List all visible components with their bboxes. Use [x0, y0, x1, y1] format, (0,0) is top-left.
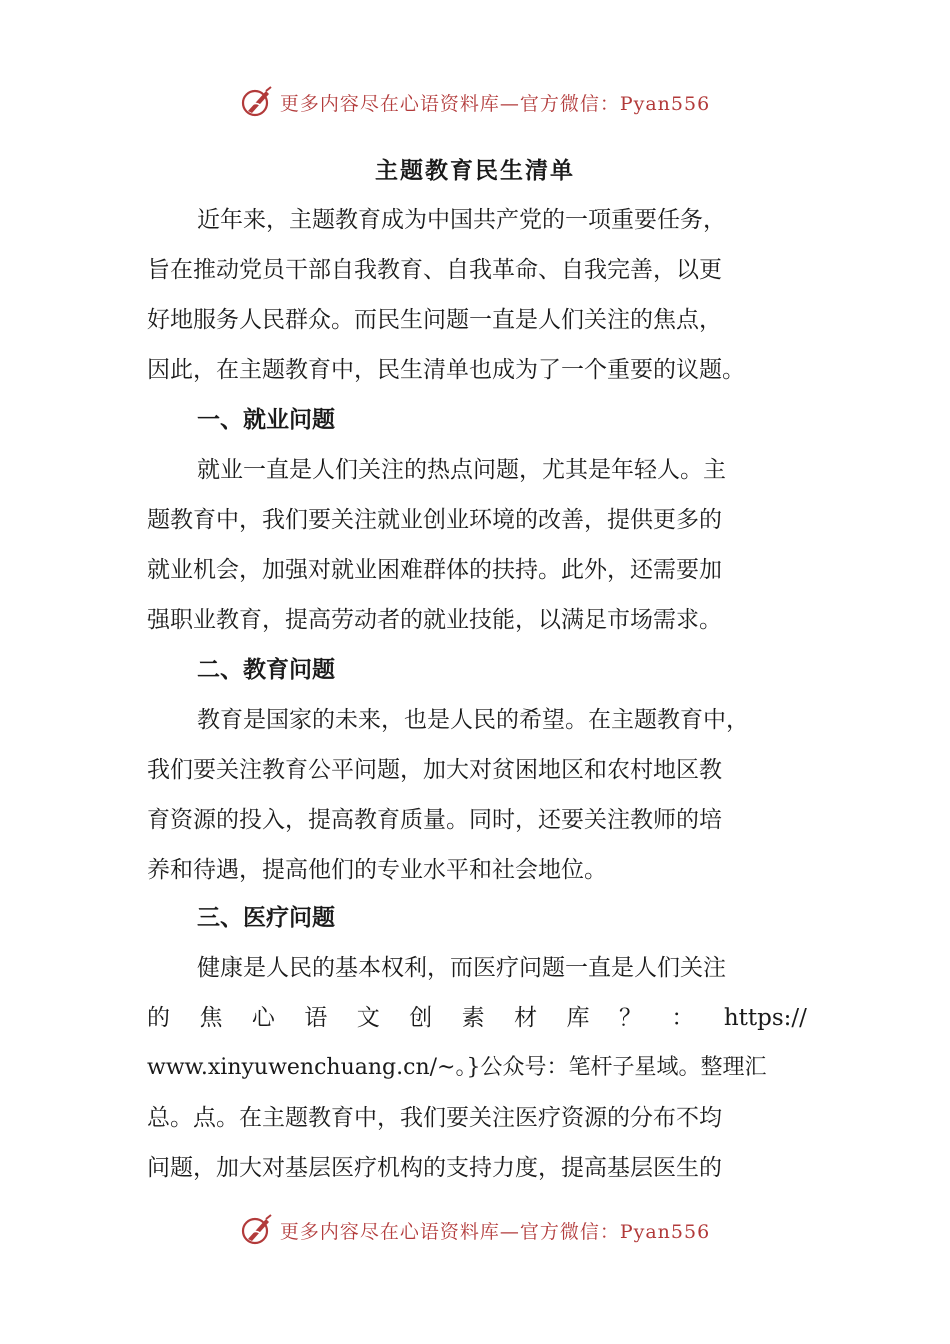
section-heading: 三、医疗问题: [197, 904, 335, 931]
paragraph-line-spread: [147, 1003, 807, 1033]
paragraph-line: 旨在推动党员干部自我教育、自我革命、自我完善，以更: [147, 257, 722, 283]
spread-token: ：: [671, 1005, 695, 1031]
banner-text: 更多内容尽在心语资料库—官方微信：Pyan556: [279, 92, 711, 115]
spread-token: 创: [409, 1005, 433, 1031]
paragraph-line: 强职业教育，提高劳动者的就业技能，以满足市场需求。: [147, 607, 722, 633]
paragraph-line: 好地服务人民群众。而民生问题一直是人们关注的焦点，: [147, 307, 722, 333]
section-heading: 二、教育问题: [197, 656, 335, 683]
paragraph-line: 总。点。在主题教育中，我们要关注医疗资源的分布不均: [147, 1105, 722, 1131]
spread-token: 素: [461, 1005, 485, 1031]
paragraph-line: 近年来，主题教育成为中国共产党的一项重要任务，: [197, 207, 726, 233]
paragraph-line: 就业机会，加强对就业困难群体的扶持。此外，还需要加: [147, 557, 722, 583]
spread-token: 文: [356, 1005, 380, 1031]
banner-text: 更多内容尽在心语资料库—官方微信：Pyan556: [279, 1220, 711, 1243]
paragraph-line: www.xinyuwenchuang.cn/~。}公众号：笔杆子星域。整理汇: [147, 1055, 767, 1080]
spread-token: 心: [251, 1005, 275, 1031]
paragraph-line: 因此，在主题教育中，民生清单也成为了一个重要的议题。: [147, 357, 745, 383]
paragraph-line: 育资源的投入，提高教育质量。同时，还要关注教师的培: [147, 807, 722, 833]
paragraph-line: 养和待遇，提高他们的专业水平和社会地位。: [147, 857, 607, 883]
spread-token: 焦: [199, 1005, 223, 1031]
spread-token: 语: [304, 1005, 328, 1031]
paragraph-line: 题教育中，我们要关注就业创业环境的改善，提供更多的: [147, 507, 722, 533]
quill-logo-icon: [240, 1213, 274, 1247]
paragraph-line: 教育是国家的未来，也是人民的希望。在主题教育中，: [197, 707, 749, 733]
paragraph-line: 就业一直是人们关注的热点问题，尤其是年轻人。主: [197, 457, 726, 483]
spread-token: 材: [514, 1005, 538, 1031]
paragraph-line: 健康是人民的基本权利，而医疗问题一直是人们关注: [197, 955, 726, 981]
footer-banner: [0, 1210, 950, 1250]
quill-logo-icon: [240, 85, 274, 119]
paragraph-line: 我们要关注教育公平问题，加大对贫困地区和农村地区教: [147, 757, 722, 783]
spread-token: 库: [566, 1005, 590, 1031]
header-banner: [0, 82, 950, 122]
paragraph-line: 问题，加大对基层医疗机构的支持力度，提高基层医生的: [147, 1155, 722, 1181]
spread-token: 的: [147, 1005, 170, 1031]
spread-token: ？: [618, 1005, 642, 1031]
section-heading: 一、就业问题: [197, 406, 335, 433]
spread-token: https://: [723, 1005, 807, 1031]
page-title: 主题教育民生清单: [375, 157, 575, 184]
